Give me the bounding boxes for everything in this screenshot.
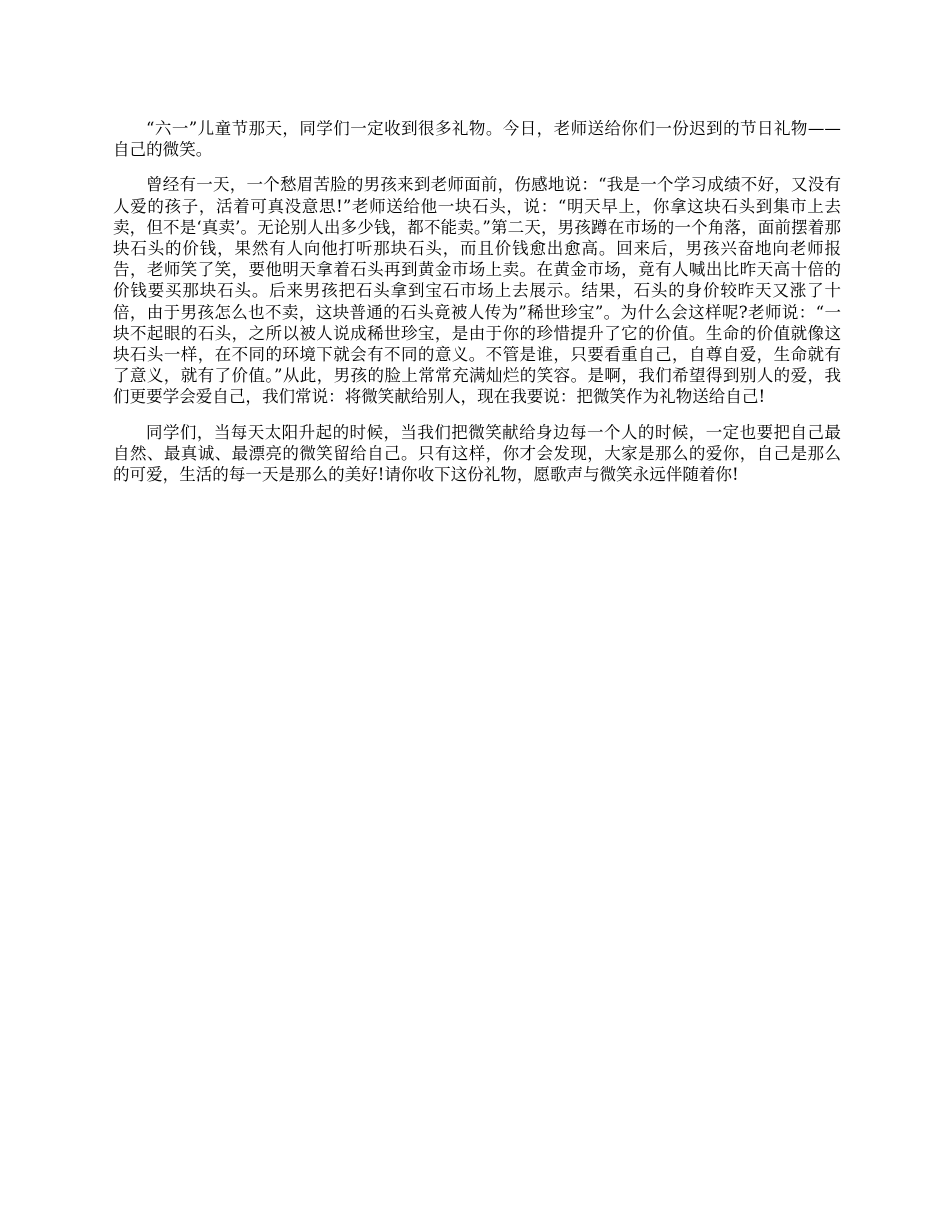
document-body — [113, 118, 841, 499]
paragraph-1: “六一”儿童节那天，同学们一定收到很多礼物。今日，老师送给你们一份迟到的节日礼物——自己的微笑。 — [113, 119, 841, 160]
paragraph-2: 曾经有一天，一个愁眉苦脸的男孩来到老师面前，伤感地说：“我是一个学习成绩不好，又没有人爱的孩子，活着可真没意思!”老师送给他一块石头，说：“明天早上，你拿这块石头到集市上去卖，但不是‘真卖’。无论别人出多少钱，都不能卖。”第二天，男孩蹲在市场的一个角落，面前摆着那块石头的价钱，果然有人向他打听那块石头，而且价钱愈出愈高。回来后，男孩兴奋地向老师报告，老师笑了笑，要他明天拿着石头再到黄金市场上卖。在黄金市场，竟有人喊出比昨天高十倍的价钱要买那块石头。后来男孩把石头拿到宝石市场上去展示。结果，石头的身价较昨天又涨了十倍，由于男孩怎么也不卖，这块普通的石头竟被人传为”稀世珍宝”。为什么会这样呢?老师说：“一块不起眼的石头，之所以被人说成稀世珍宝，是由于你的珍惜提升了它的价值。生命的价值就像这块石头一样，在不同的环境下就会有不同的意义。不管是谁，只要看重自己，自尊自爱，生命就有了意义，就有了价值。”从此，男孩的脸上常常充满灿烂的笑容。是啊，我们希望得到别人的爱，我们更要学会爱自己，我们常说：将微笑献给别人，现在我要说：把微笑作为礼物送给自己! — [113, 175, 841, 407]
paragraph-3: 同学们，当每天太阳升起的时候，当我们把微笑献给身边每一个人的时候，一定也要把自己最自然、最真诚、最漂亮的微笑留给自己。只有这样，你才会发现，大家是那么的爱你，自己是那么的可爱，生活的每一天是那么的美好!请你收下这份礼物，愿歌声与微笑永远伴随着你! — [113, 422, 841, 485]
